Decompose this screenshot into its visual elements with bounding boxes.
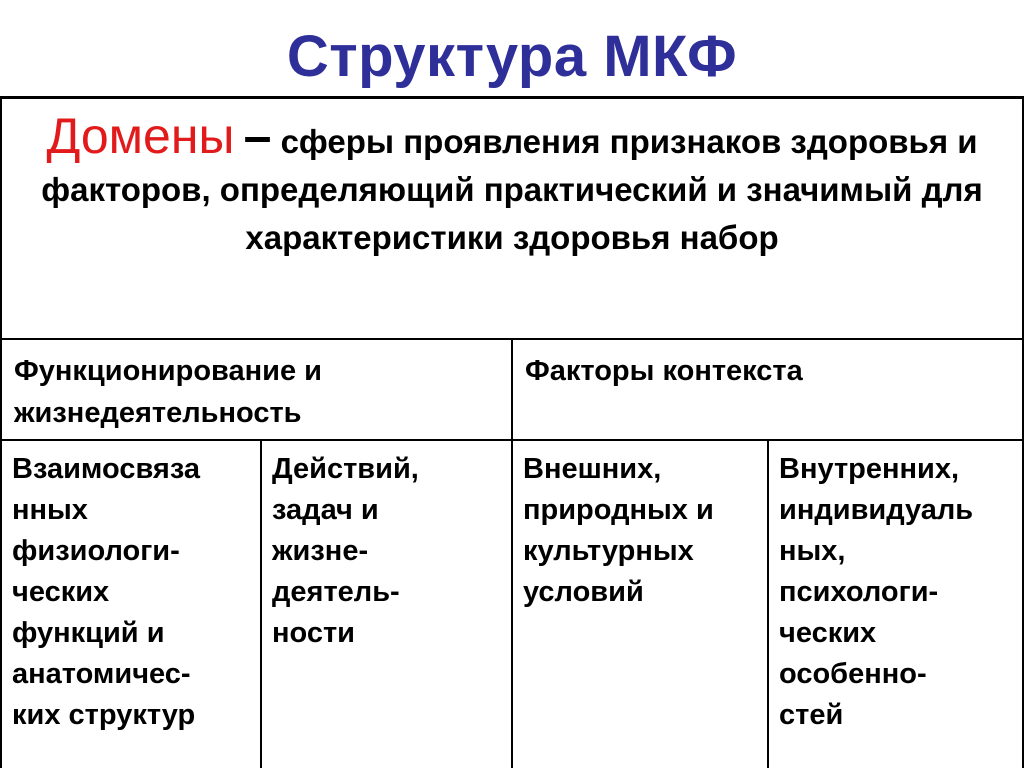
subcategory-internal-factors: Внутренних, индивидуаль ных, психологи- ческих особенно- стей	[779, 453, 974, 731]
definition-text: сферы проявления признаков здоровья и факторов, определяющий практический и значимый для характеристики здоровья набор	[41, 123, 983, 256]
definition-dash: –	[243, 108, 272, 164]
definition-term: Домены	[46, 108, 235, 164]
header-context: Факторы контекста	[525, 355, 803, 387]
subcategory-external-factors: Внешних, природных и культурных условий	[523, 453, 714, 608]
table-border-top	[0, 96, 1024, 99]
page-title: Структура МКФ	[286, 24, 738, 89]
subcategory-activities: Действий, задач и жизне- деятель- ности	[272, 453, 419, 649]
subcategory-body-functions: Взаимосвяза нных физиологи- ческих функций и анатомичес- ких структур	[12, 453, 200, 731]
header-functioning: Функционирование и жизнедеятельность	[14, 355, 322, 429]
definition-cell	[2, 100, 1022, 338]
